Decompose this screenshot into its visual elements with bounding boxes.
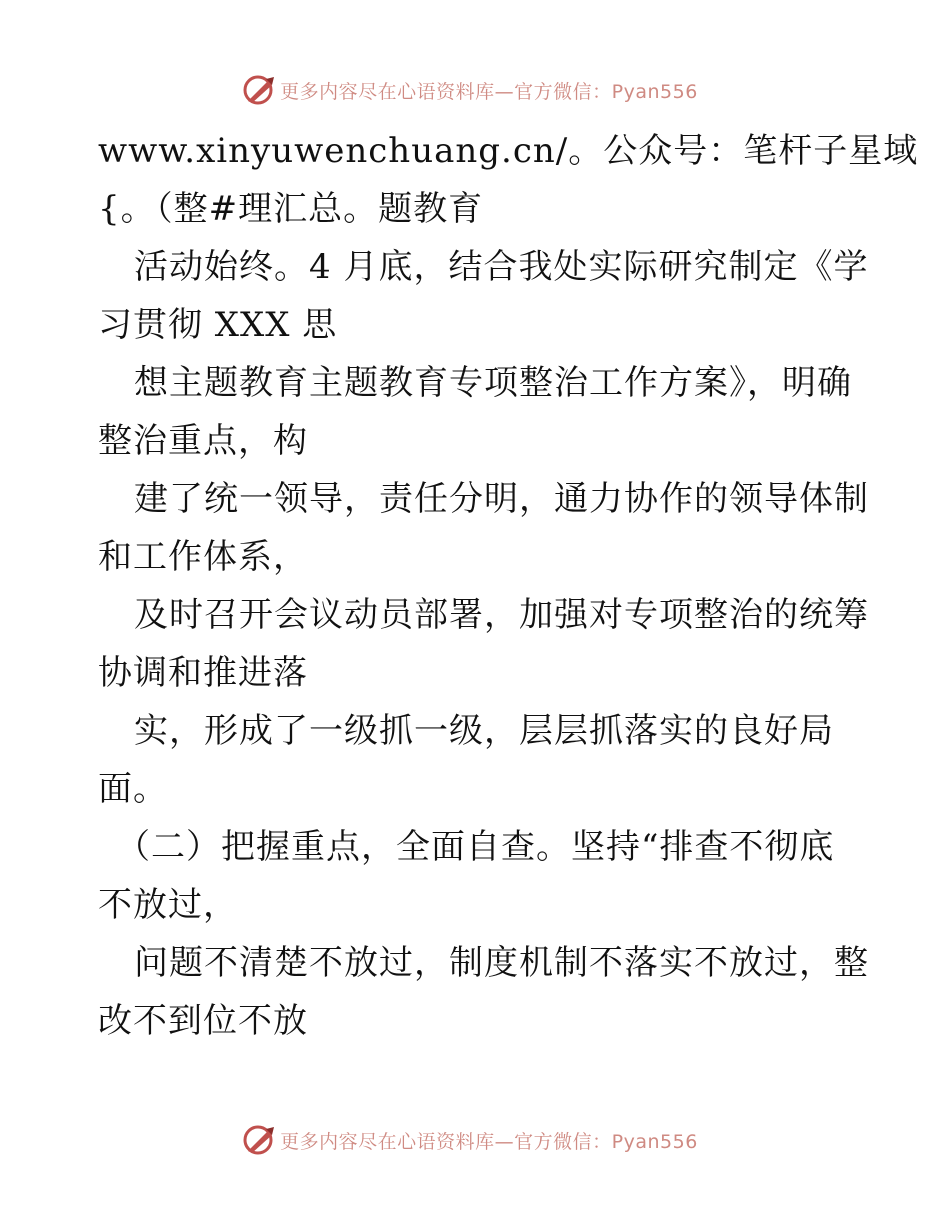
watermark-text: 更多内容尽在心语资料库—官方微信：Pyan556 bbox=[280, 80, 698, 103]
text-line: 协调和推进落 bbox=[98, 653, 308, 693]
pen-logo-icon bbox=[242, 73, 276, 107]
text-line: 整治重点，构 bbox=[98, 421, 308, 461]
header-watermark bbox=[0, 70, 950, 110]
text-line: 习贯彻 XXX 思 bbox=[98, 305, 338, 345]
text-line: 及时召开会议动员部署，加强对专项整治的统筹 bbox=[134, 595, 869, 635]
text-line: 和工作体系， bbox=[98, 537, 308, 577]
text-line: 想主题教育主题教育专项整治工作方案》，明确 bbox=[134, 363, 852, 403]
text-line: www.xinyuwenchuang.cn/。公众号：笔杆子星域 bbox=[98, 131, 919, 171]
text-line: 改不到位不放 bbox=[98, 1001, 308, 1041]
watermark-text: 更多内容尽在心语资料库—官方微信：Pyan556 bbox=[280, 1130, 698, 1153]
text-line: 问题不清楚不放过，制度机制不落实不放过，整 bbox=[134, 943, 869, 983]
text-line: 面。 bbox=[98, 769, 168, 809]
text-line: 活动始终。4 月底，结合我处实际研究制定《学 bbox=[134, 247, 869, 287]
text-line: （二）把握重点，全面自查。坚持“排查不彻底 bbox=[116, 827, 835, 867]
text-line: 实，形成了一级抓一级，层层抓落实的良好局 bbox=[134, 711, 834, 751]
pen-logo-icon bbox=[242, 1123, 276, 1157]
document-body bbox=[98, 122, 919, 1050]
text-line: {。（整#理汇总。题教育 bbox=[98, 189, 484, 229]
text-line: 不放过， bbox=[98, 885, 238, 925]
text-line: 建了统一领导，责任分明，通力协作的领导体制 bbox=[134, 479, 869, 519]
footer-watermark bbox=[0, 1120, 950, 1160]
